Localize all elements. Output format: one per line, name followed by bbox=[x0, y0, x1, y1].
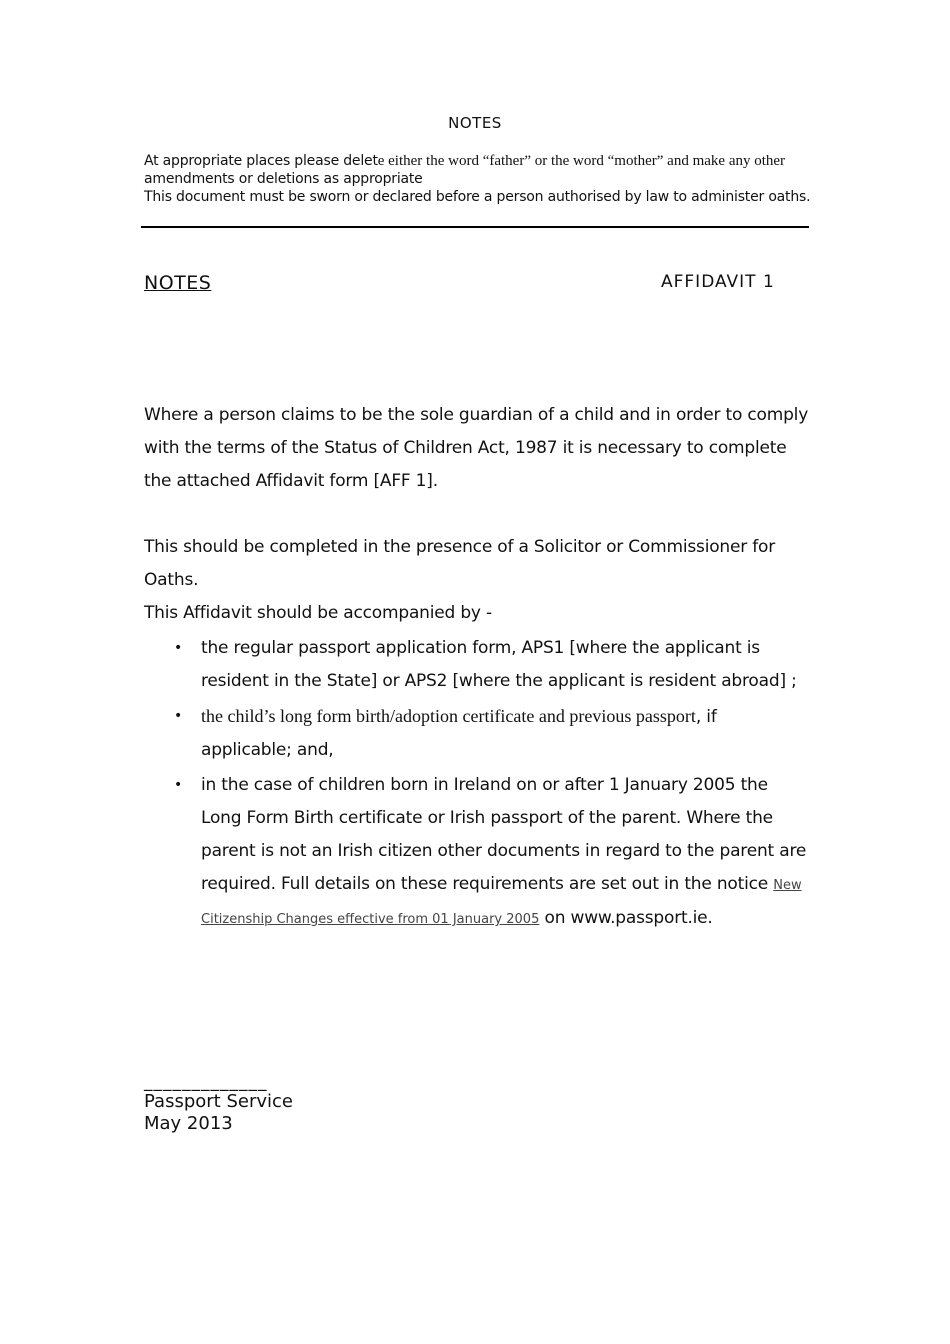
list-item-website-text: on www.passport.ie. bbox=[539, 908, 713, 928]
top-notes-title: NOTES bbox=[448, 114, 502, 132]
list-item-text: the regular passport application form, APS1 [where the applicant is resident in the State] or APS2 [where the applicant is resident abroad] ; bbox=[201, 638, 797, 691]
instruction-line-1 bbox=[144, 152, 814, 170]
instruction-line-1-end: e either the word “father” or the word “mother” and make any other bbox=[377, 153, 786, 169]
list-item-text: , if applicable; and, bbox=[201, 707, 717, 760]
affidavit-heading: AFFIDAVIT 1 bbox=[661, 272, 775, 292]
signature-organisation: Passport Service bbox=[144, 1091, 293, 1112]
top-notes-instructions bbox=[144, 152, 814, 206]
signature-line: _____________ bbox=[144, 1072, 268, 1092]
bullet-icon: • bbox=[174, 777, 183, 793]
paragraph-accompanied-by: This Affidavit should be accompanied by - bbox=[144, 603, 492, 623]
list-item-birth-certificate bbox=[144, 700, 812, 767]
paragraph-completion: This should be completed in the presence of a Solicitor or Commissioner for Oaths. bbox=[144, 537, 776, 590]
signature-date: May 2013 bbox=[144, 1113, 233, 1134]
citizenship-changes-link[interactable]: New Citizenship Changes effective from 01 January 2005 bbox=[201, 878, 802, 927]
list-item-text: in the case of children born in Ireland on or after 1 January 2005 the Long Form Birth certificate or Irish passport of the parent. Where the parent is not an Irish citizen other documents in regard to the parent are required. Full details on these requirements are set out in the notice bbox=[201, 775, 807, 894]
instruction-line-3: This document must be sworn or declared before a person authorised by law to administer oaths. bbox=[144, 189, 811, 205]
bullet-icon: • bbox=[174, 708, 183, 724]
instruction-line-1-start: At appropriate places please delet bbox=[144, 153, 378, 169]
instruction-line-2: amendments or deletions as appropriate bbox=[144, 171, 423, 187]
notes-heading: NOTES bbox=[144, 272, 212, 294]
bullet-icon: • bbox=[174, 640, 183, 656]
horizontal-rule bbox=[141, 226, 809, 228]
list-item-citizenship bbox=[144, 769, 812, 936]
list-item-application-form bbox=[144, 632, 812, 698]
paragraph-sole-guardian: Where a person claims to be the sole guardian of a child and in order to comply with the terms of the Status of Children Act, 1987 it is necessary to complete the attached Affidavit form [AFF 1]. bbox=[144, 405, 809, 491]
list-item-text-serif: the child’s long form birth/adoption certificate and previous passport bbox=[201, 706, 696, 726]
requirements-list bbox=[144, 632, 812, 938]
